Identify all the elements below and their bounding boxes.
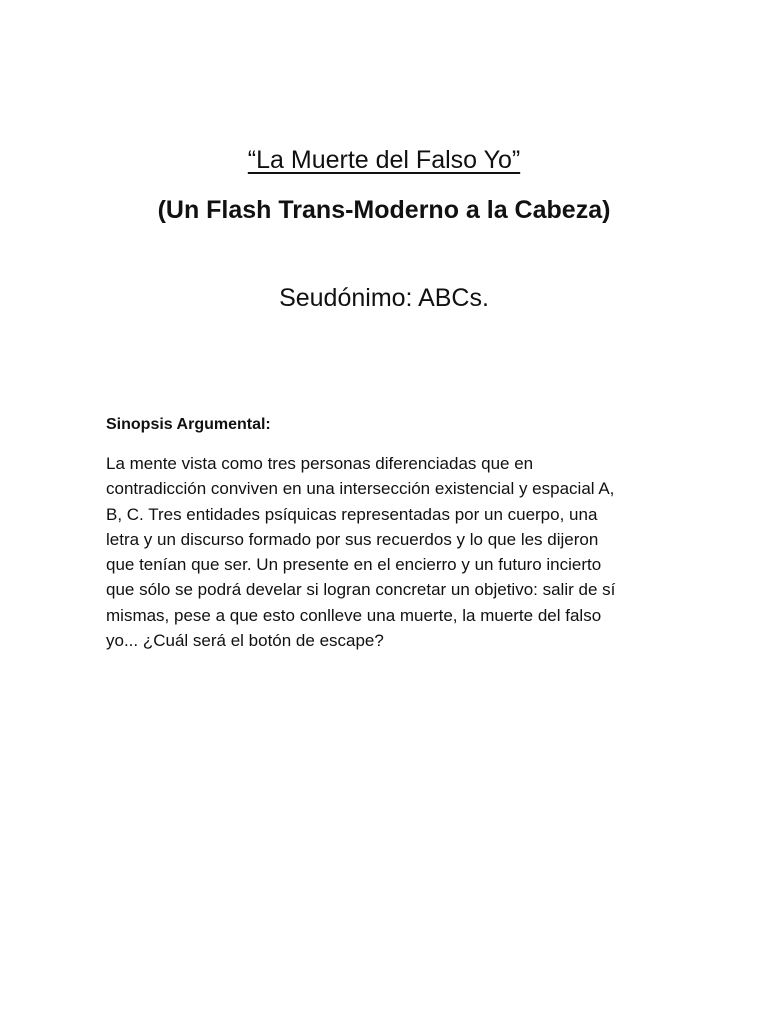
document-title: “La Muerte del Falso Yo”: [247, 146, 521, 174]
synopsis-paragraph: [106, 451, 676, 653]
synopsis-heading: Sinopsis Argumental:: [106, 416, 271, 433]
synopsis-line: que tenían que ser. Un presente en el encierro y un futuro incierto: [106, 555, 602, 575]
document-subtitle: (Un Flash Trans-Moderno a la Cabeza): [157, 196, 611, 224]
synopsis-line: yo... ¿Cuál será el botón de escape?: [106, 631, 384, 651]
synopsis-line: B, C. Tres entidades psíquicas representadas por un cuerpo, una: [106, 504, 598, 524]
pseudonym-line: Seudónimo: ABCs.: [279, 284, 489, 312]
synopsis-line: La mente vista como tres personas diferenciadas que en: [106, 454, 534, 473]
synopsis-line: contradicción conviven en una intersección existencial y espacial A,: [106, 479, 615, 499]
synopsis-line: mismas, pese a que esto conlleve una muerte, la muerte del falso: [106, 605, 602, 625]
synopsis-line: letra y un discurso formado por sus recuerdos y lo que les dijeron: [106, 529, 599, 549]
synopsis-line: que sólo se podrá develar si logran concretar un objetivo: salir de sí: [106, 580, 616, 600]
